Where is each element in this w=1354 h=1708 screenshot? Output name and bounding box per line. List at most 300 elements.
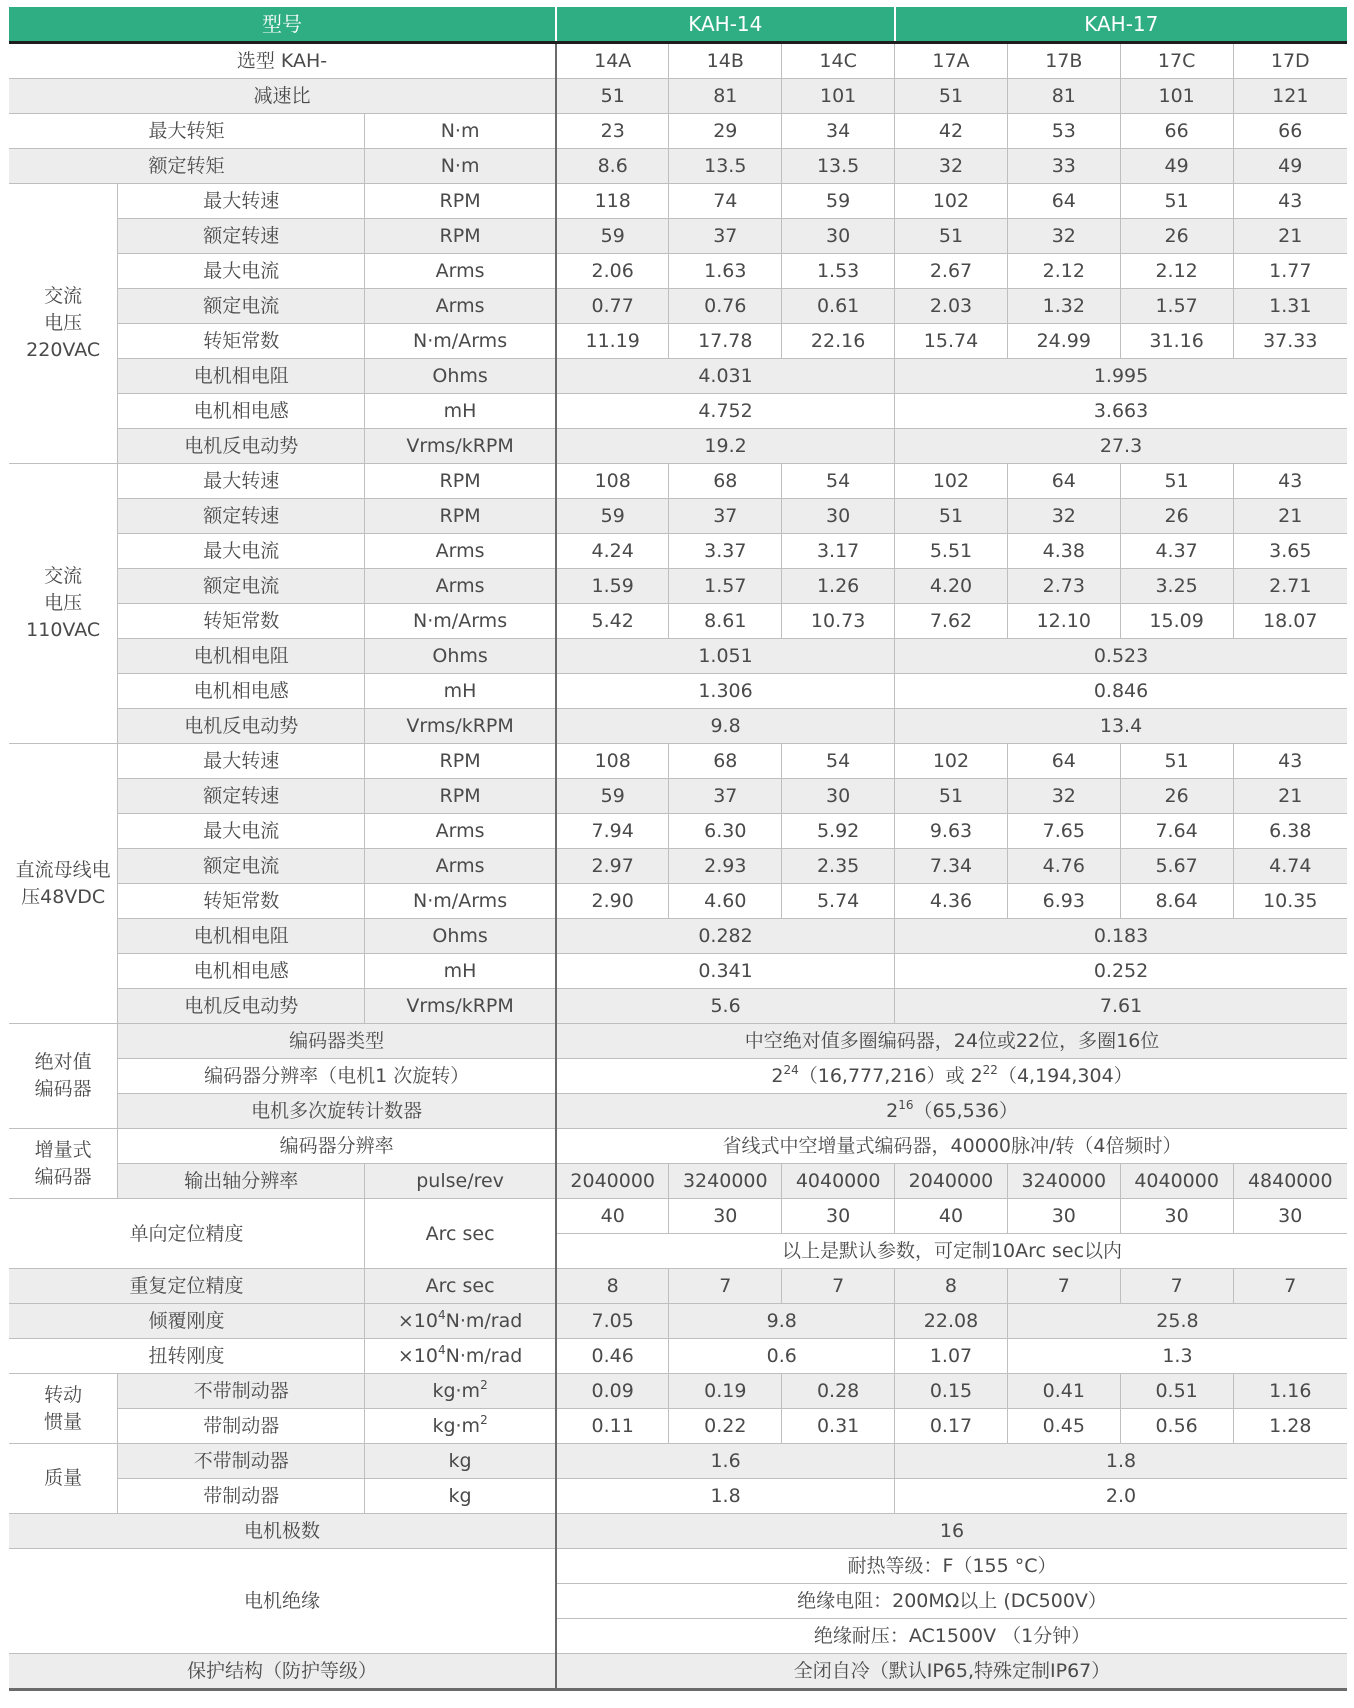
- table-row: [9, 1024, 1347, 1059]
- value-cell: 0.183: [895, 919, 1347, 954]
- encoder-res-label: 编码器分辨率（电机1 次旋转）: [118, 1059, 556, 1094]
- value-cell: 51: [895, 219, 1008, 254]
- unit-cell: pulse/rev: [365, 1164, 556, 1199]
- repeat-label: 重复定位精度: [9, 1269, 365, 1304]
- value-cell: 26: [1120, 219, 1233, 254]
- rated-speed-label: 额定转速: [118, 219, 365, 254]
- value-cell: 51: [1120, 184, 1233, 219]
- table-row: [9, 1094, 1347, 1129]
- unit-cell: N·m/Arms: [365, 604, 556, 639]
- value-cell: 66: [1120, 114, 1233, 149]
- table-row: [9, 184, 1347, 219]
- value-cell: 5.92: [782, 814, 895, 849]
- phase-ind-label: 电机相电感: [118, 954, 365, 989]
- value-cell: 1.59: [556, 569, 669, 604]
- unit-cell: Arms: [365, 849, 556, 884]
- model-cell: 17A: [895, 43, 1008, 79]
- unit-pre: ×10: [397, 1310, 438, 1332]
- value-cell: 9.8: [669, 1304, 895, 1339]
- torque-const-label: 转矩常数: [118, 604, 365, 639]
- unit-exp: 2: [480, 1378, 488, 1392]
- rated-speed-label: 额定转速: [118, 499, 365, 534]
- value-cell: 8: [895, 1269, 1008, 1304]
- rated-current-label: 额定电流: [118, 849, 365, 884]
- value-cell: 2.73: [1007, 569, 1120, 604]
- value-cell: 4.37: [1120, 534, 1233, 569]
- value-cell: 1.16: [1233, 1374, 1347, 1409]
- value-cell: 3240000: [1007, 1164, 1120, 1199]
- back-emf-label: 电机反电动势: [118, 709, 365, 744]
- value-cell: 4840000: [1233, 1164, 1347, 1199]
- value-cell: 7.61: [895, 989, 1347, 1024]
- unit-cell: Arc sec: [365, 1199, 556, 1269]
- value-cell: 2.93: [669, 849, 782, 884]
- group-label-line: 绝对值: [34, 1051, 92, 1073]
- value-cell: 68: [669, 744, 782, 779]
- value-cell: 102: [895, 744, 1008, 779]
- value-cell: 37: [669, 219, 782, 254]
- table-row: [9, 1269, 1347, 1304]
- value-cell: 10.35: [1233, 884, 1347, 919]
- value-cell: 2040000: [895, 1164, 1008, 1199]
- table-row: [9, 534, 1347, 569]
- value-cell: 7.65: [1007, 814, 1120, 849]
- value-cell: 1.6: [556, 1444, 895, 1479]
- value-cell: 2.12: [1007, 254, 1120, 289]
- value-cell: 7.64: [1120, 814, 1233, 849]
- poles-value: 16: [556, 1514, 1347, 1549]
- max-speed-label: 最大转速: [118, 464, 365, 499]
- value-cell: 21: [1233, 499, 1347, 534]
- unit-cell: Arms: [365, 814, 556, 849]
- value-cell: 0.11: [556, 1409, 669, 1444]
- table-row: [9, 989, 1347, 1024]
- value-cell: 23: [556, 114, 669, 149]
- value-cell: 3.65: [1233, 534, 1347, 569]
- value-cell: 5.6: [556, 989, 895, 1024]
- table-row: [9, 1164, 1347, 1199]
- value-cell: 0.56: [1120, 1409, 1233, 1444]
- max-current-label: 最大电流: [118, 814, 365, 849]
- spec-table: [9, 7, 1347, 1691]
- value-cell: 51: [895, 499, 1008, 534]
- back-emf-label: 电机反电动势: [118, 429, 365, 464]
- group-label-line: 电压: [44, 592, 83, 614]
- value-cell: 7: [1233, 1269, 1347, 1304]
- table-row: [9, 219, 1347, 254]
- group-label-line: 220VAC: [26, 339, 101, 361]
- value-cell: 22.16: [782, 324, 895, 359]
- back-emf-label: 电机反电动势: [118, 989, 365, 1024]
- unit-base: kg·m: [432, 1415, 481, 1437]
- value-cell: 51: [1120, 464, 1233, 499]
- section-group-label: [9, 464, 118, 744]
- value-cell: 59: [556, 219, 669, 254]
- ratio-cell: 81: [669, 79, 782, 114]
- value-cell: 4.20: [895, 569, 1008, 604]
- value-cell: 5.74: [782, 884, 895, 919]
- unit-cell: RPM: [365, 744, 556, 779]
- value-cell: 4.76: [1007, 849, 1120, 884]
- no-brake-label: 不带制动器: [118, 1374, 365, 1409]
- value-cell: 0.77: [556, 289, 669, 324]
- value-cell: 1.8: [895, 1444, 1347, 1479]
- inc-encoder-group: [9, 1129, 118, 1199]
- value-cell: 108: [556, 464, 669, 499]
- value-cell: 4.031: [556, 359, 895, 394]
- unit-cell: Ohms: [365, 919, 556, 954]
- table-row: [9, 464, 1347, 499]
- value-cell: 0.61: [782, 289, 895, 324]
- value-cell: 0.6: [669, 1339, 895, 1374]
- value-cell: 7.05: [556, 1304, 669, 1339]
- max-current-label: 最大电流: [118, 534, 365, 569]
- unit-cell: N·m: [365, 114, 556, 149]
- unit-cell: RPM: [365, 184, 556, 219]
- unit-cell: mH: [365, 954, 556, 989]
- group-label-line: 转动: [44, 1383, 83, 1406]
- table-row: [9, 1304, 1347, 1339]
- value-cell: 5.51: [895, 534, 1008, 569]
- with-brake-label: 带制动器: [118, 1479, 365, 1514]
- value-cell: 32: [895, 149, 1008, 184]
- table-row: [9, 1514, 1347, 1549]
- insulation-label: 电机绝缘: [9, 1549, 556, 1654]
- value-cell: 43: [1233, 464, 1347, 499]
- value-cell: 42: [895, 114, 1008, 149]
- value-cell: 18.07: [1233, 604, 1347, 639]
- unit-cell: mH: [365, 674, 556, 709]
- table-row: [9, 674, 1347, 709]
- rated-torque-label: 额定转矩: [9, 149, 365, 184]
- unit-cell: Vrms/kRPM: [365, 989, 556, 1024]
- model-cell: 14C: [782, 43, 895, 79]
- value-cell: 4.752: [556, 394, 895, 429]
- group-label-line: 编码器: [34, 1165, 92, 1188]
- no-brake-label: 不带制动器: [118, 1444, 365, 1479]
- value-cell: 6.93: [1007, 884, 1120, 919]
- value-cell: 3.25: [1120, 569, 1233, 604]
- value-cell: 30: [782, 499, 895, 534]
- unit-exp: 2: [480, 1413, 488, 1427]
- ratio-cell: 101: [782, 79, 895, 114]
- value-cell: 2040000: [556, 1164, 669, 1199]
- insulation-line: 绝缘耐压：AC1500V （1分钟）: [556, 1619, 1347, 1654]
- group-label-line: 增量式: [34, 1138, 92, 1161]
- torsion-label: 扭转刚度: [9, 1339, 365, 1374]
- value-cell: 26: [1120, 779, 1233, 814]
- unit-post: N·m/rad: [445, 1310, 523, 1332]
- table-row: [9, 394, 1347, 429]
- value-cell: 26: [1120, 499, 1233, 534]
- value-cell: 3.663: [895, 394, 1347, 429]
- value-cell: 0.51: [1120, 1374, 1233, 1409]
- unit-cell: Ohms: [365, 639, 556, 674]
- ratio-cell: 51: [556, 79, 669, 114]
- inertia-group: [9, 1374, 118, 1444]
- value-cell: 13.4: [895, 709, 1347, 744]
- ratio-cell: 51: [895, 79, 1008, 114]
- res-tail: （4,194,304）: [997, 1065, 1133, 1087]
- value-cell: 9.8: [556, 709, 895, 744]
- counter-base: 2: [886, 1100, 899, 1122]
- table-row: [9, 1444, 1347, 1479]
- torque-const-label: 转矩常数: [118, 884, 365, 919]
- group-label-line: 惯量: [44, 1410, 83, 1433]
- unit-cell: Arms: [365, 289, 556, 324]
- value-cell: 29: [669, 114, 782, 149]
- value-cell: 1.53: [782, 254, 895, 289]
- value-cell: 0.41: [1007, 1374, 1120, 1409]
- model-header: 型号: [9, 7, 556, 43]
- value-cell: 49: [1120, 149, 1233, 184]
- rated-current-label: 额定电流: [118, 569, 365, 604]
- res-exp2: 22: [982, 1063, 998, 1077]
- insulation-line: 耐热等级：F（155 °C）: [556, 1549, 1347, 1584]
- value-cell: 15.09: [1120, 604, 1233, 639]
- rated-speed-label: 额定转速: [118, 779, 365, 814]
- rated-current-label: 额定电流: [118, 289, 365, 324]
- one-way-label: 单向定位精度: [9, 1199, 365, 1269]
- value-cell: 30: [1007, 1199, 1120, 1234]
- value-cell: 64: [1007, 464, 1120, 499]
- value-cell: 10.73: [782, 604, 895, 639]
- table-row: [9, 114, 1347, 149]
- phase-ind-label: 电机相电感: [118, 674, 365, 709]
- unit-cell: Arms: [365, 534, 556, 569]
- ratio-label: 减速比: [9, 79, 556, 114]
- unit-cell: [365, 1339, 556, 1374]
- value-cell: 1.26: [782, 569, 895, 604]
- value-cell: 40: [556, 1199, 669, 1234]
- counter-tail: （65,536）: [913, 1100, 1018, 1122]
- value-cell: 2.03: [895, 289, 1008, 324]
- multi-turn-value: [556, 1094, 1347, 1129]
- value-cell: 54: [782, 464, 895, 499]
- table-row: [9, 149, 1347, 184]
- group-label-line: 交流: [44, 565, 83, 587]
- value-cell: 30: [1233, 1199, 1347, 1234]
- value-cell: 7.94: [556, 814, 669, 849]
- model-cell: 17B: [1007, 43, 1120, 79]
- output-res-label: 输出轴分辨率: [118, 1164, 365, 1199]
- value-cell: 13.5: [669, 149, 782, 184]
- value-cell: 1.995: [895, 359, 1347, 394]
- value-cell: 31.16: [1120, 324, 1233, 359]
- tilt-label: 倾覆刚度: [9, 1304, 365, 1339]
- value-cell: 30: [782, 779, 895, 814]
- value-cell: 43: [1233, 744, 1347, 779]
- value-cell: 3240000: [669, 1164, 782, 1199]
- inc-res-label: 编码器分辨率: [118, 1129, 556, 1164]
- value-cell: 5.42: [556, 604, 669, 639]
- unit-cell: N·m/Arms: [365, 884, 556, 919]
- table-row: [9, 1654, 1347, 1690]
- value-cell: 74: [669, 184, 782, 219]
- table-row: [9, 814, 1347, 849]
- select-label: 选型 KAH-: [9, 43, 556, 79]
- unit-cell: Vrms/kRPM: [365, 429, 556, 464]
- table-row: [9, 954, 1347, 989]
- value-cell: 64: [1007, 184, 1120, 219]
- unit-cell: Arms: [365, 254, 556, 289]
- table-row: [9, 79, 1347, 114]
- phase-res-label: 电机相电阻: [118, 359, 365, 394]
- value-cell: 102: [895, 184, 1008, 219]
- value-cell: 6.38: [1233, 814, 1347, 849]
- value-cell: 2.71: [1233, 569, 1347, 604]
- value-cell: 1.8: [556, 1479, 895, 1514]
- value-cell: 30: [669, 1199, 782, 1234]
- value-cell: 2.35: [782, 849, 895, 884]
- value-cell: 7: [669, 1269, 782, 1304]
- table-row: [9, 709, 1347, 744]
- value-cell: 1.051: [556, 639, 895, 674]
- value-cell: 0.31: [782, 1409, 895, 1444]
- inc-res-value: 省线式中空增量式编码器，40000脉冲/转（4倍频时）: [556, 1129, 1347, 1164]
- value-cell: 7: [1007, 1269, 1120, 1304]
- value-cell: 4.60: [669, 884, 782, 919]
- value-cell: 8: [556, 1269, 669, 1304]
- value-cell: 5.67: [1120, 849, 1233, 884]
- table-row: [9, 1479, 1347, 1514]
- res-mid: （16,777,216）或 2: [798, 1065, 983, 1087]
- value-cell: 0.19: [669, 1374, 782, 1409]
- max-speed-label: 最大转速: [118, 184, 365, 219]
- value-cell: 4.24: [556, 534, 669, 569]
- value-cell: 32: [1007, 219, 1120, 254]
- group-label-line: 压48VDC: [21, 885, 106, 908]
- poles-label: 电机极数: [9, 1514, 556, 1549]
- unit-cell: kg: [365, 1479, 556, 1514]
- model-cell: 14B: [669, 43, 782, 79]
- value-cell: 7.62: [895, 604, 1008, 639]
- with-brake-label: 带制动器: [118, 1409, 365, 1444]
- phase-res-label: 电机相电阻: [118, 639, 365, 674]
- value-cell: 0.28: [782, 1374, 895, 1409]
- abs-encoder-group: [9, 1024, 118, 1129]
- value-cell: 59: [556, 499, 669, 534]
- unit-base: kg·m: [432, 1380, 481, 1402]
- value-cell: 3.37: [669, 534, 782, 569]
- value-cell: 51: [1120, 744, 1233, 779]
- value-cell: 0.22: [669, 1409, 782, 1444]
- value-cell: 21: [1233, 219, 1347, 254]
- unit-cell: N·m: [365, 149, 556, 184]
- value-cell: 12.10: [1007, 604, 1120, 639]
- unit-exp: 4: [437, 1343, 446, 1357]
- value-cell: 7: [1120, 1269, 1233, 1304]
- unit-cell: RPM: [365, 219, 556, 254]
- table-row: [9, 744, 1347, 779]
- value-cell: 15.74: [895, 324, 1008, 359]
- section-group-label: [9, 184, 118, 464]
- unit-cell: RPM: [365, 499, 556, 534]
- value-cell: 40: [895, 1199, 1008, 1234]
- table-row: [9, 429, 1347, 464]
- table-row: [9, 1549, 1347, 1584]
- table-row: [9, 604, 1347, 639]
- unit-cell: [365, 1374, 556, 1409]
- value-cell: 1.77: [1233, 254, 1347, 289]
- table-row: [9, 1129, 1347, 1164]
- value-cell: 22.08: [895, 1304, 1008, 1339]
- counter-exp: 16: [898, 1098, 914, 1112]
- table-row: [9, 779, 1347, 814]
- table-row: [9, 1374, 1347, 1409]
- value-cell: 102: [895, 464, 1008, 499]
- value-cell: 54: [782, 744, 895, 779]
- max-speed-label: 最大转速: [118, 744, 365, 779]
- table-row: [9, 359, 1347, 394]
- phase-res-label: 电机相电阻: [118, 919, 365, 954]
- unit-cell: kg: [365, 1444, 556, 1479]
- value-cell: 0.45: [1007, 1409, 1120, 1444]
- section-group-label: [9, 744, 118, 1024]
- group-label-line: 直流母线电: [15, 858, 111, 881]
- value-cell: 8.6: [556, 149, 669, 184]
- value-cell: 25.8: [1007, 1304, 1347, 1339]
- table-row: [9, 1059, 1347, 1094]
- value-cell: 32: [1007, 779, 1120, 814]
- table-row: [9, 1339, 1347, 1374]
- value-cell: 4040000: [1120, 1164, 1233, 1199]
- value-cell: 30: [782, 1199, 895, 1234]
- value-cell: 34: [782, 114, 895, 149]
- table-row: [9, 919, 1347, 954]
- unit-cell: RPM: [365, 464, 556, 499]
- value-cell: 1.31: [1233, 289, 1347, 324]
- insulation-line: 绝缘电阻：200MΩ以上 (DC500V）: [556, 1584, 1347, 1619]
- encoder-type-label: 编码器类型: [118, 1024, 556, 1059]
- torque-const-label: 转矩常数: [118, 324, 365, 359]
- model-cell: 17D: [1233, 43, 1347, 79]
- value-cell: 6.30: [669, 814, 782, 849]
- value-cell: 8.61: [669, 604, 782, 639]
- table-row: [9, 499, 1347, 534]
- table-row: [9, 1199, 1347, 1234]
- value-cell: 0.523: [895, 639, 1347, 674]
- value-cell: 1.306: [556, 674, 895, 709]
- value-cell: 27.3: [895, 429, 1347, 464]
- encoder-res-value: [556, 1059, 1347, 1094]
- value-cell: 32: [1007, 499, 1120, 534]
- multi-turn-label: 电机多次旋转计数器: [118, 1094, 556, 1129]
- value-cell: 0.46: [556, 1339, 669, 1374]
- protection-label: 保护结构（防护等级）: [9, 1654, 556, 1690]
- value-cell: 24.99: [1007, 324, 1120, 359]
- unit-cell: mH: [365, 394, 556, 429]
- value-cell: 49: [1233, 149, 1347, 184]
- value-cell: 30: [1120, 1199, 1233, 1234]
- unit-cell: Vrms/kRPM: [365, 709, 556, 744]
- value-cell: 0.09: [556, 1374, 669, 1409]
- group-label-line: 电压: [44, 312, 83, 334]
- value-cell: 0.15: [895, 1374, 1008, 1409]
- table-row: [9, 569, 1347, 604]
- unit-cell: Ohms: [365, 359, 556, 394]
- value-cell: 37: [669, 499, 782, 534]
- value-cell: 2.12: [1120, 254, 1233, 289]
- value-cell: 0.76: [669, 289, 782, 324]
- value-cell: 7.34: [895, 849, 1008, 884]
- value-cell: 1.57: [1120, 289, 1233, 324]
- value-cell: 21: [1233, 779, 1347, 814]
- encoder-type-value: 中空绝对值多圈编码器，24位或22位，多圈16位: [556, 1024, 1347, 1059]
- unit-cell: Arc sec: [365, 1269, 556, 1304]
- unit-pre: ×10: [397, 1345, 438, 1367]
- value-cell: 1.3: [1007, 1339, 1347, 1374]
